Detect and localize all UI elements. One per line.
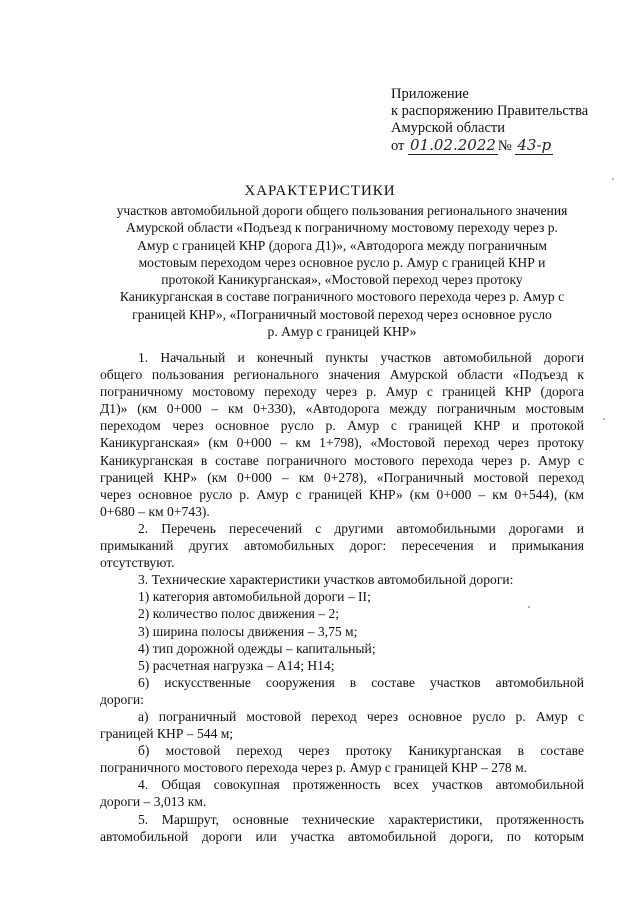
paragraph-1-line: 1. Начальный и конечный пункты участков автомобильной дороги xyxy=(138,350,584,365)
subtitle-line: границей КНР», «Пограничный мостовой переход через основное русло xyxy=(132,306,552,322)
annex-region-line: Амурской области xyxy=(391,120,505,136)
annex-block xyxy=(391,86,588,155)
scan-speck xyxy=(612,178,614,180)
list-item: 6) искусственные сооружения в составе участков автомобильной xyxy=(138,674,584,690)
paragraph-2-line: примыканий других автомобильных дорог: пересечения и примыкания xyxy=(100,538,584,554)
handwritten-number: 43-р xyxy=(517,136,552,154)
list-item: дороги: xyxy=(100,691,144,707)
date-label: от xyxy=(391,138,405,154)
paragraph-1-line: границей КНР» (км 0+000 – км 0+278), «Пограничный мостовой переход xyxy=(100,469,584,485)
subtitle-line: протокой Каникурганская», «Мостовой переход через протоку xyxy=(161,272,523,288)
paragraph-1-line: Каникурганская» (км 0+000 – км 1+798), «Мостовой переход через протоку xyxy=(100,435,584,451)
subtitle-line: Амурской области «Подъезд к пограничному мостовому переходу через р. xyxy=(126,220,558,236)
subtitle-line: Каникурганская в составе пограничного мостового перехода через р. Амур с xyxy=(119,289,565,305)
subtitle-line: мостовым переходом через основное русло р. Амур с границей КНР и xyxy=(138,254,546,270)
annex-date-number-line xyxy=(391,137,588,155)
number-label: № xyxy=(497,138,512,154)
sub-list-item: границей КНР – 544 м; xyxy=(100,726,234,742)
list-item: 3) ширина полосы движения – 3,75 м; xyxy=(138,623,358,639)
list-item: 4) тип дорожной одежды – капитальный; xyxy=(138,640,376,656)
scan-speck xyxy=(528,606,530,608)
subtitle-line: р. Амур с границей КНР» xyxy=(267,324,417,340)
document-title: ХАРАКТЕРИСТИКИ xyxy=(244,183,396,199)
scan-speck xyxy=(603,418,605,420)
paragraph-4-line: дороги – 3,013 км. xyxy=(100,794,207,810)
annex-order-line: к распоряжению Правительства xyxy=(391,103,589,119)
annex-title: Приложение xyxy=(391,86,469,102)
list-item: 2) количество полос движения – 2; xyxy=(138,606,340,622)
paragraph-1-line: через основное русло р. Амур с границей КНР» (км 0+000 – км 0+544), (км xyxy=(100,486,584,502)
paragraph-1-line: пограничному мостовому переходу через р. Амур с границей КНР (дорога xyxy=(100,384,584,400)
paragraph-5-line: автомобильной дороги или участка автомобильной дороги, по которым xyxy=(100,828,584,844)
document-body xyxy=(100,349,584,845)
subtitle-line: участков автомобильной дороги общего пользования регионального значения xyxy=(116,203,568,218)
list-item: 1) категория автомобильной дороги – II; xyxy=(138,589,371,605)
handwritten-date: 01.02.2022 xyxy=(410,136,496,154)
paragraph-4-line: 4. Общая совокупная протяженность всех участков автомобильной xyxy=(138,777,584,793)
sub-list-item: б) мостовой переход через протоку Каникурганская в составе xyxy=(138,743,584,759)
document-subtitle xyxy=(97,202,587,340)
paragraph-1-line: общего пользования регионального значения Амурской области «Подъезд к xyxy=(100,367,584,383)
sub-list-item: пограничного мостового перехода через р. Амур с границей КНР – 278 м. xyxy=(100,760,528,776)
paragraph-1-line: Каникурганская в составе пограничного мостового перехода через р. Амур с xyxy=(100,452,584,468)
subtitle-line: Амур с границей КНР (дорога Д1)», «Автодорога между пограничным xyxy=(137,237,547,253)
paragraph-5-line: 5. Маршрут, основные технические характеристики, протяженность xyxy=(138,811,584,827)
paragraph-3-heading: 3. Технические характеристики участков автомобильной дороги: xyxy=(138,572,514,588)
paragraph-2-line: отсутствуют. xyxy=(100,555,175,571)
paragraph-1-line: 0+680 – км 0+743). xyxy=(100,503,210,519)
paragraph-2-line: 2. Перечень пересечений с другими автомобильными дорогами и xyxy=(138,520,584,536)
paragraph-1-line: Д1)» (км 0+000 – км 0+330), «Автодорога между пограничным мостовым xyxy=(100,401,584,417)
sub-list-item: а) пограничный мостовой переход через основное русло р. Амур с xyxy=(138,708,584,724)
paragraph-1-line: переходом через основное русло р. Амур с границей КНР и протокой xyxy=(100,418,584,434)
list-item: 5) расчетная нагрузка – А14; Н14; xyxy=(138,657,335,673)
